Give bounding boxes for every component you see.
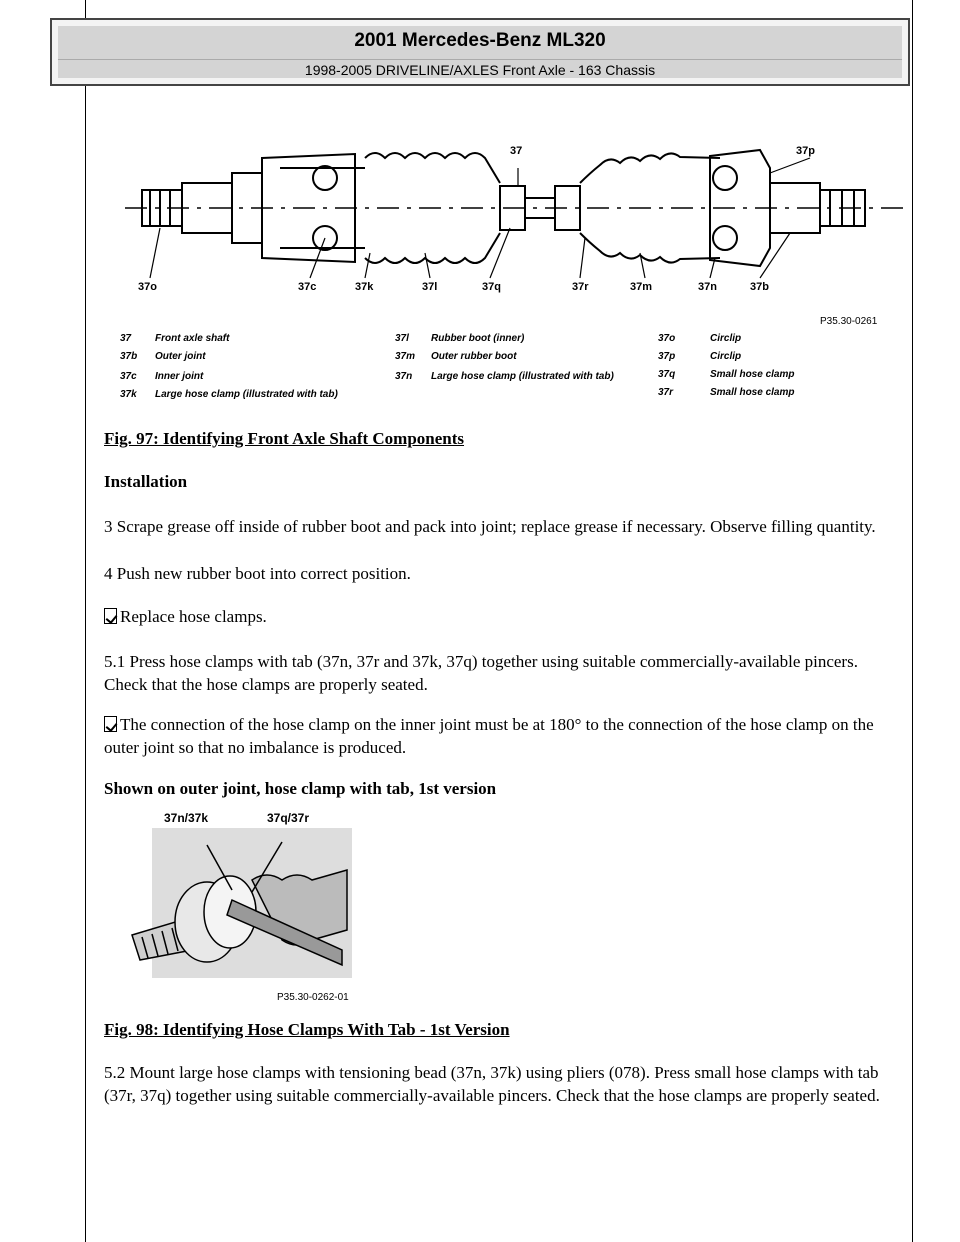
callout-37o: 37o bbox=[138, 281, 157, 293]
header-title: 2001 Mercedes-Benz ML320 bbox=[354, 30, 606, 51]
callout-37r: 37r bbox=[572, 281, 589, 293]
document-header bbox=[50, 18, 910, 86]
step-5-1-text: 5.1 Press hose clamps with tab (37n, 37r and 37k, 37q) together using suitable commercially-available pincers. Check that the hose clamps are properly seated. bbox=[104, 652, 858, 694]
legend-code: 37b bbox=[120, 351, 138, 362]
figure-98-caption: Fig. 98: Identifying Hose Clamps With Tab - 1st Version bbox=[104, 1020, 510, 1039]
legend-desc: Inner joint bbox=[155, 371, 204, 382]
figure-97-drawing-id: P35.30-0261 bbox=[820, 316, 878, 327]
callout-37l: 37l bbox=[422, 281, 438, 293]
legend-desc: Small hose clamp bbox=[710, 387, 795, 398]
callout-37p: 37p bbox=[796, 145, 815, 157]
legend-code: 37n bbox=[395, 371, 413, 382]
legend-code: 37c bbox=[120, 371, 137, 382]
legend-code: 37o bbox=[658, 333, 676, 344]
figure-97 bbox=[120, 128, 920, 428]
figure-97-caption: Fig. 97: Identifying Front Axle Shaft Components bbox=[104, 429, 465, 448]
legend-desc: Circlip bbox=[710, 351, 742, 362]
legend-desc: Small hose clamp bbox=[710, 369, 795, 380]
callout-37: 37 bbox=[510, 145, 523, 157]
shown-on-heading: Shown on outer joint, hose clamp with tab, 1st version bbox=[104, 779, 497, 798]
callout-37k: 37k bbox=[355, 281, 374, 293]
installation-heading: Installation bbox=[104, 472, 188, 491]
note-2-text: The connection of the hose clamp on the inner joint must be at 180° to the connection of the hose clamp on the outer joint so that no imbalance is produced. bbox=[104, 715, 874, 757]
header-divider bbox=[58, 59, 902, 60]
callout-37n: 37n bbox=[698, 281, 717, 293]
legend-desc: Front axle shaft bbox=[155, 333, 230, 344]
note-2 bbox=[104, 713, 904, 759]
legend-desc: Outer joint bbox=[155, 351, 206, 362]
legend-code: 37 bbox=[120, 333, 132, 344]
callout-37c: 37c bbox=[298, 281, 317, 293]
callout-37b: 37b bbox=[750, 281, 769, 293]
callout-37m: 37m bbox=[630, 281, 653, 293]
header-subtitle: 1998-2005 DRIVELINE/AXLES Front Axle - 163 Chassis bbox=[304, 62, 656, 78]
legend-code: 37l bbox=[395, 333, 409, 344]
legend-code: 37r bbox=[658, 387, 674, 398]
step-5-2-text: 5.2 Mount large hose clamps with tensioning bead (37n, 37k) using pliers (078). Press small hose clamps with tab (37r, 37q) together using suitable commercially-available pincers. Check that the hose clamps are properly seated. bbox=[104, 1063, 880, 1105]
step-3-text: 3 Scrape grease off inside of rubber boot and pack into joint; replace grease if necessary. Observe filling quantity. bbox=[104, 517, 876, 536]
axle-shaft-diagram bbox=[120, 128, 920, 328]
callout-37q: 37q bbox=[482, 281, 501, 293]
legend-desc: Large hose clamp (illustrated with tab) bbox=[155, 389, 338, 400]
note-check-icon bbox=[104, 608, 117, 624]
legend-code: 37q bbox=[658, 369, 676, 380]
header-panel bbox=[58, 26, 902, 78]
legend-desc: Rubber boot (inner) bbox=[431, 333, 525, 344]
legend-desc: Large hose clamp (illustrated with tab) bbox=[431, 371, 614, 382]
step-4-text: 4 Push new rubber boot into correct position. bbox=[104, 564, 411, 583]
legend-desc: Outer rubber boot bbox=[431, 351, 517, 362]
note-1-text: Replace hose clamps. bbox=[120, 607, 267, 626]
hose-clamp-photo bbox=[112, 800, 352, 1005]
callout-37n-37k: 37n/37k bbox=[164, 811, 209, 825]
figure-98 bbox=[112, 800, 352, 1005]
note-1 bbox=[104, 605, 904, 628]
legend-desc: Circlip bbox=[710, 333, 742, 344]
legend-code: 37m bbox=[395, 351, 416, 362]
note-check-icon bbox=[104, 716, 117, 732]
legend-code: 37p bbox=[658, 351, 676, 362]
callout-37q-37r: 37q/37r bbox=[267, 811, 310, 825]
page-frame-left bbox=[85, 0, 86, 1242]
figure-98-drawing-id: P35.30-0262-01 bbox=[277, 992, 349, 1003]
legend-code: 37k bbox=[120, 389, 137, 400]
